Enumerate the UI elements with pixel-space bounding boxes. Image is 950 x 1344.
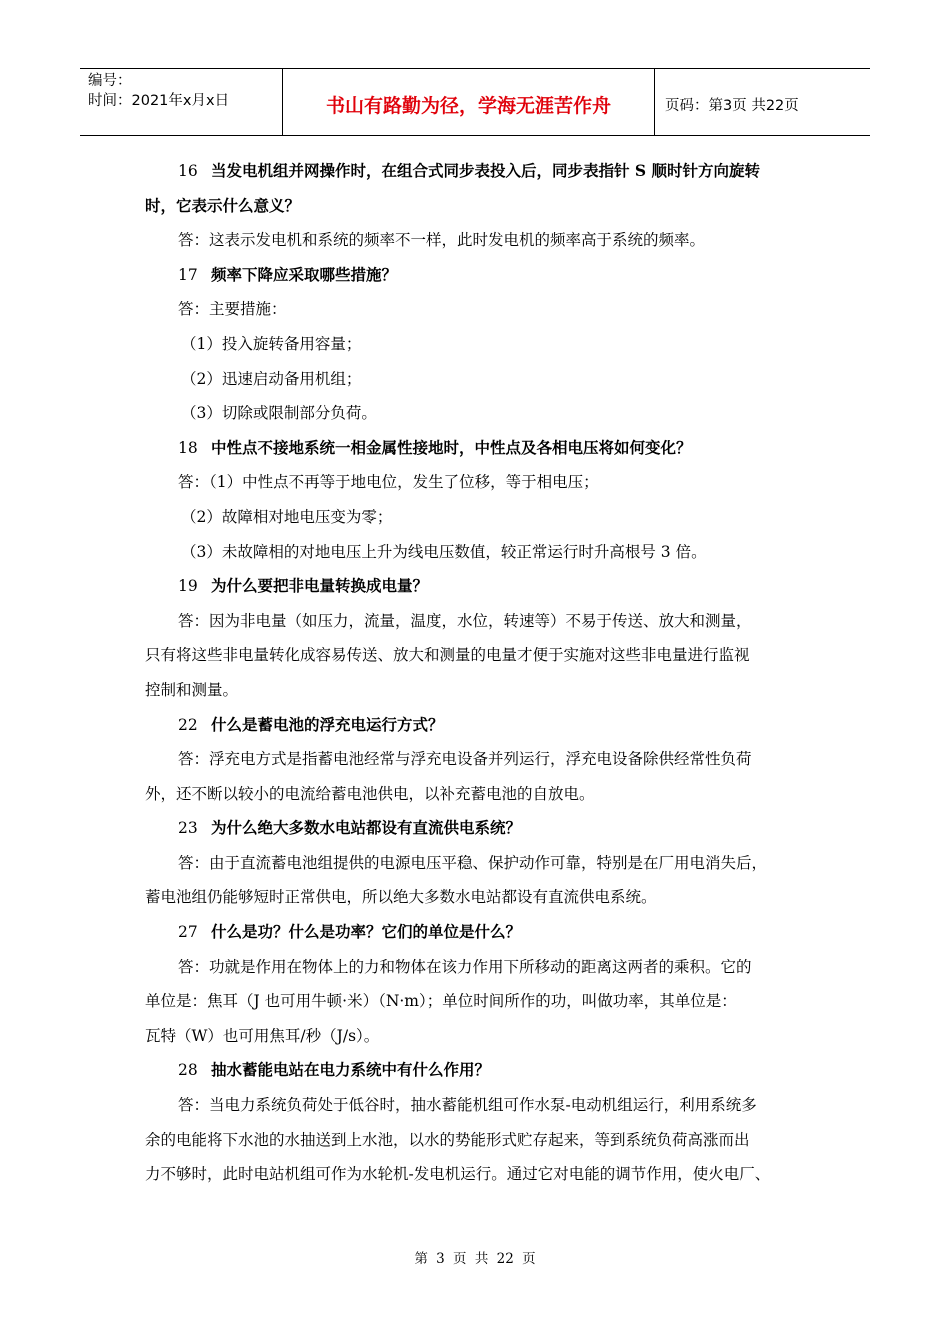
answer-line: 答：（1）中性点不再等于地电位，发生了位移，等于相电压；	[178, 473, 599, 492]
answer-item: （2）迅速启动备用机组；	[181, 369, 362, 388]
answer-continuation: 单位是：焦耳（J 也可用牛顿·米）（N·m）；单位时间所作的功，叫做功率，其单位是：	[145, 992, 737, 1011]
question-line	[145, 431, 825, 466]
question-number: 22	[178, 715, 198, 734]
question-text: 为什么绝大多数水电站都设有直流供电系统？	[211, 818, 522, 838]
answer-continuation: 控制和测量。	[145, 680, 239, 699]
question-text: 中性点不接地系统一相金属性接地时，中性点及各相电压将如何变化？	[211, 437, 692, 457]
answer-continuation: 外，还不断以较小的电流给蓄电池供电，以补充蓄电池的自放电。	[145, 784, 595, 803]
question-line	[145, 258, 825, 293]
header-number-label: 编号：	[88, 73, 132, 89]
question-number: 28	[178, 1061, 198, 1080]
question-line	[145, 569, 825, 604]
question-number: 19	[178, 577, 198, 596]
page-header	[80, 68, 870, 136]
question-text: 什么是蓄电池的浮充电运行方式？	[211, 714, 444, 734]
header-meta	[80, 69, 283, 135]
answer-line: 答：主要措施：	[178, 300, 287, 319]
answer-line: 答：功就是作用在物体上的力和物体在该力作用下所移动的距离这两者的乘积。它的	[178, 957, 752, 976]
question-line	[145, 915, 825, 950]
question-continuation: 时，它表示什么意义？	[145, 195, 301, 215]
document-body	[145, 154, 825, 1192]
question-number: 17	[178, 265, 198, 284]
question-number: 27	[178, 923, 198, 942]
answer-item: （1）投入旋转备用容量；	[181, 334, 362, 353]
question-number: 23	[178, 819, 198, 838]
answer-line: 答：因为非电量（如压力，流量，温度，水位，转速等）不易于传送、放大和测量，	[178, 611, 752, 630]
page-footer: 第 3 页 共 22 页	[414, 1251, 536, 1267]
answer-continuation: 力不够时，此时电站机组可作为水轮机-发电机运行。通过它对电能的调节作用，使火电厂、	[145, 1165, 771, 1184]
header-date-label: 时间：2021年x月x日	[88, 93, 230, 109]
question-line	[145, 811, 825, 846]
question-text: 当发电机组并网操作时，在组合式同步表投入后，同步表指针 S 顺时针方向旋转	[211, 161, 760, 180]
answer-continuation: 余的电能将下水池的水抽送到上水池，以水的势能形式贮存起来，等到系统负荷高涨而出	[145, 1130, 750, 1149]
answer-line: 答：由于直流蓄电池组提供的电源电压平稳、保护动作可靠，特别是在厂用电消失后，	[178, 853, 768, 872]
question-line	[145, 154, 825, 189]
question-text: 抽水蓄能电站在电力系统中有什么作用？	[211, 1060, 491, 1080]
answer-line: 答：浮充电方式是指蓄电池经常与浮充电设备并列运行，浮充电设备除供经常性负荷	[178, 750, 752, 769]
question-number: 16	[178, 162, 198, 180]
question-text: 什么是功？什么是功率？它们的单位是什么？	[211, 922, 522, 942]
answer-item: （3）未故障相的对地电压上升为线电压数值，较正常运行时升高根号 3 倍。	[181, 542, 707, 561]
question-text: 为什么要把非电量转换成电量？	[211, 576, 429, 596]
answer-continuation: 只有将这些非电量转化成容易传送、放大和测量的电量才便于实施对这些非电量进行监视	[145, 646, 750, 665]
header-motto: 书山有路勤为径，学海无涯苦作舟	[283, 69, 655, 135]
header-page-info: 页码：第3页 共22页	[665, 97, 799, 114]
answer-item: （2）故障相对地电压变为零；	[181, 507, 393, 526]
answer-line: 答：当电力系统负荷处于低谷时，抽水蓄能机组可作水泵-电动机组运行，利用系统多	[178, 1096, 757, 1115]
question-text: 频率下降应采取哪些措施？	[211, 264, 398, 284]
answer-item: （3）切除或限制部分负荷。	[181, 404, 377, 423]
question-line	[145, 708, 825, 743]
answer-continuation: 蓄电池组仍能够短时正常供电，所以绝大多数水电站都设有直流供电系统。	[145, 888, 657, 907]
question-line	[145, 1053, 825, 1088]
answer-line: 答：这表示发电机和系统的频率不一样，此时发电机的频率高于系统的频率。	[178, 231, 706, 250]
answer-continuation: 瓦特（W）也可用焦耳/秒（J/s）。	[145, 1026, 380, 1045]
question-number: 18	[178, 438, 198, 457]
